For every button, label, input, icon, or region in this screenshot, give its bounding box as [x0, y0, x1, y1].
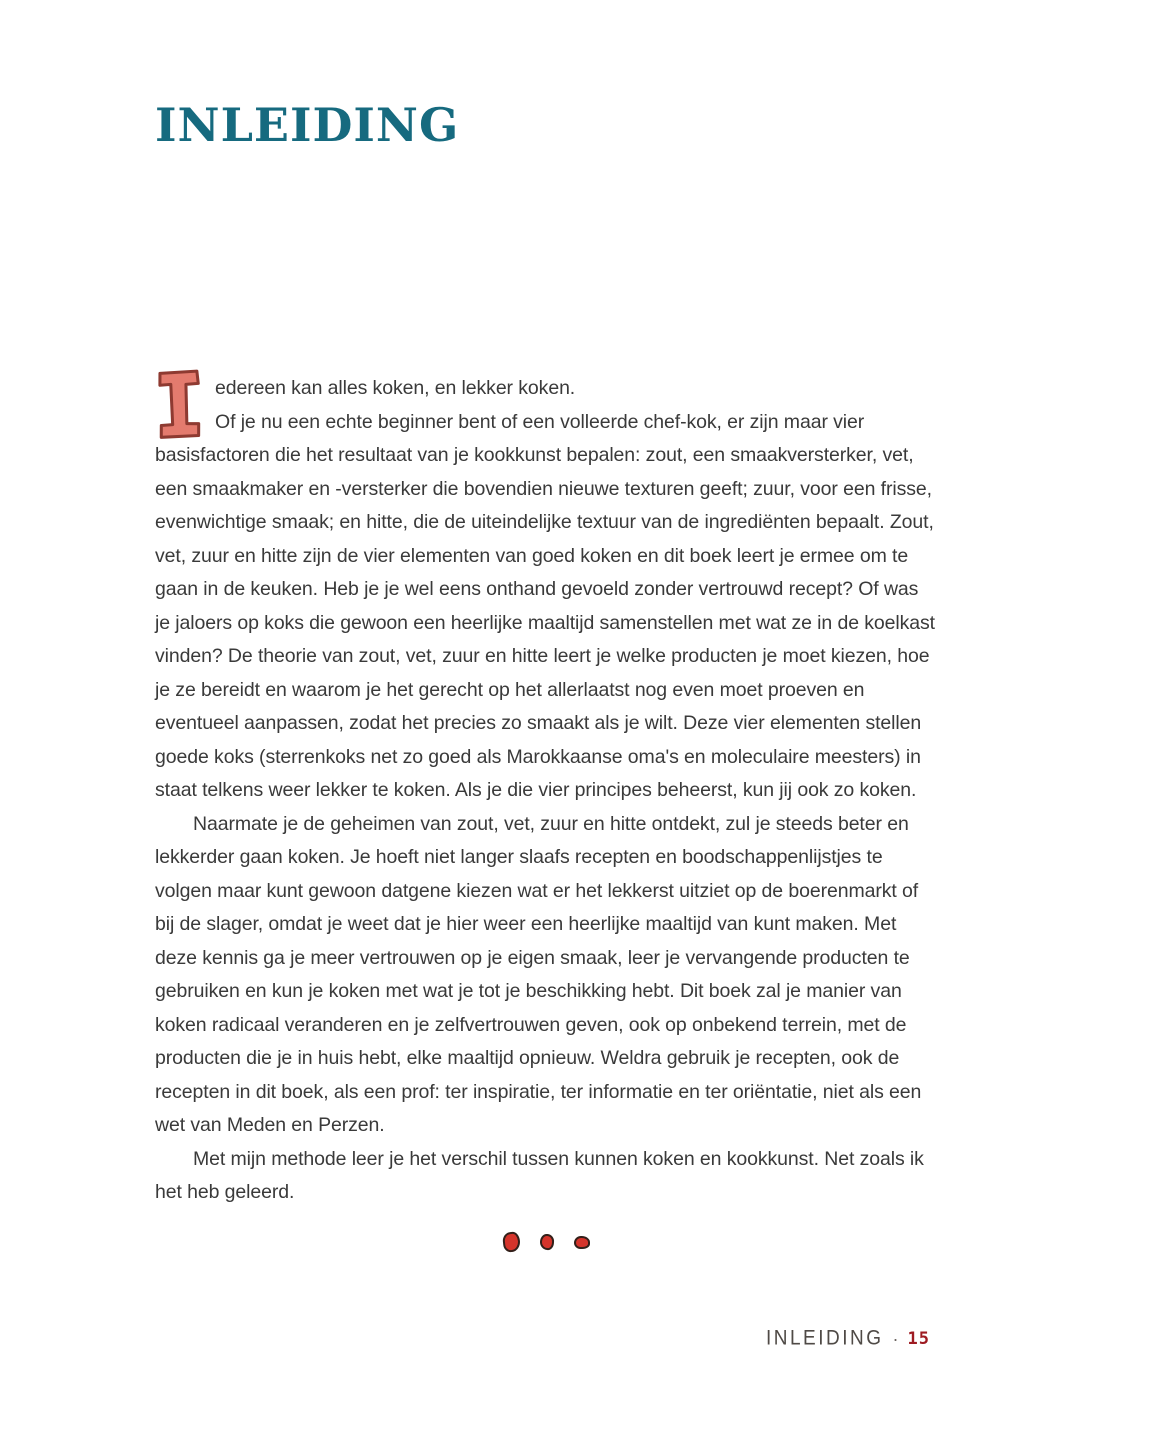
drop-cap: [155, 368, 205, 437]
paragraph-1: Of je nu een echte beginner bent of een volleerde chef-kok, er zijn maar vier basisfactoren die het resultaat van je kookkunst bepalen: zout, een smaakversterker, vet, een smaakmaker en -versterker die bovendien nieuwe texturen geeft; zuur, voor een frisse, evenwichtige smaak; en hitte, die de uiteindelijke textuur van de ingrediënten bepaalt. Zout, vet, zuur en hitte zijn de vier elementen van goed koken en dit boek leert je ermee om te gaan in de keuken. Heb je je wel eens onthand gevoeld zonder vertrouwd recept? Of was je jaloers op koks die gewoon een heerlijke maaltijd samenstellen met wat ze in de koelkast vinden? De theorie van zout, vet, zuur en hitte leert je welke producten je moet kiezen, hoe je ze bereidt en waarom je het gerecht op het allerlaatst nog even moet proeven en eventueel aanpassen, zodat het precies zo smaakt als je wilt. Deze vier elementen stellen goede koks (sterrenkoks net zo goed als Marokkaanse oma's en moleculaire meesters) in staat telkens weer lekker te koken. Als je die vier principes beheerst, kun jij ook zo koken.: [155, 410, 935, 801]
page-title: INLEIDING: [155, 98, 460, 152]
section-ornament: [155, 1232, 937, 1252]
drop-cap-letter-i: [155, 368, 205, 440]
footer-section-label: INLEIDING: [765, 1326, 884, 1351]
body-text: [155, 372, 937, 1210]
footer-separator: ·: [892, 1328, 899, 1349]
paragraph-2: Naarmate je de geheimen van zout, vet, zuur en hitte ontdekt, zul je steeds beter en lekkerder gaan koken. Je hoeft niet langer slaafs recepten en boodschappenlijstjes te volgen maar kunt gewoon datgene kiezen wat er het lekkerst uitziet op de boerenmarkt of bij de slager, omdat je weet dat je hier weer een heerlijke maaltijd van kunt maken. Met deze kennis ga je meer vertrouwen op je eigen smaak, leer je vervangende producten te gebruiken en kun je koken met wat je tot je beschikking hebt. Dit boek zal je manier van koken radicaal veranderen en je zelfvertrouwen geven, ook op onbekend terrein, met de producten die je in huis hebt, elke maaltijd opnieuw. Weldra gebruik je recepten, ook de recepten in dit boek, als een prof: ter inspiratie, ter informatie en ter oriëntatie, niet als een wet van Meden en Perzen.: [155, 812, 922, 1136]
page-number: 15: [907, 1329, 930, 1349]
ornament-dot-icon: [539, 1234, 554, 1251]
opening-line: edereen kan alles koken, en lekker koken.: [215, 377, 576, 399]
ornament-dot-icon: [502, 1231, 521, 1253]
paragraph-3: Met mijn methode leer je het verschil tussen kunnen koken en kookkunst. Net zoals ik het heb geleerd.: [155, 1147, 924, 1203]
ornament-dot-icon: [574, 1236, 590, 1249]
page-footer: [766, 1328, 930, 1350]
